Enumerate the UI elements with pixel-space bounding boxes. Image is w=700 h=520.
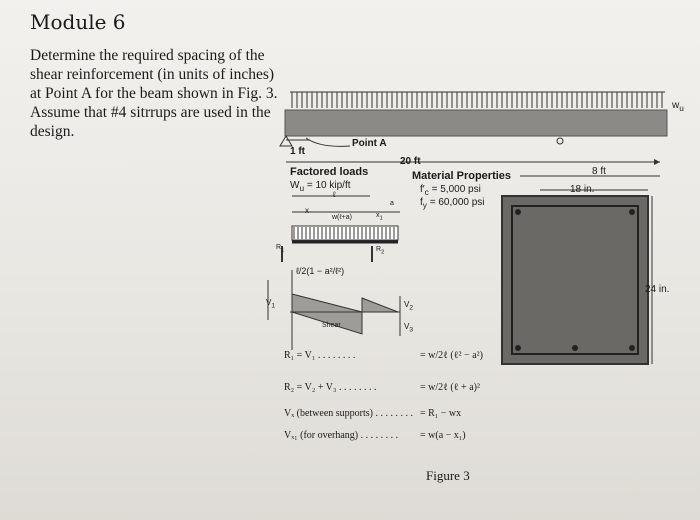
- r1-label: $R_1$: [276, 244, 285, 254]
- figure-caption: Figure 3: [426, 468, 470, 483]
- roller-support: [557, 138, 563, 144]
- equation-lhs: R₁ = V₁ . . . . . . . .: [284, 350, 356, 361]
- equation-rhs: = w/2ℓ (ℓ + a)²: [420, 382, 480, 393]
- pin-support: [280, 136, 292, 146]
- problem-statement: Determine the required spacing of the shear reinforcement (in units of inches) at Point A for the beam shown in Fig. 3. Assume that #4 sitrrups are used in the design.: [30, 47, 278, 140]
- r2-label: $R_2$: [376, 246, 385, 256]
- x-label: x: [305, 206, 309, 215]
- wla-label: w(ℓ+a): [332, 214, 352, 221]
- one-ft-label: 1 ft: [290, 146, 305, 157]
- x1-label: $x_1$: [376, 212, 383, 222]
- frac-expr: ℓ/2(1 − a²/ℓ²): [296, 266, 345, 276]
- top-dim-label: 8 ft: [592, 166, 606, 177]
- equation-rhs: = w/2ℓ (ℓ² − a²): [420, 350, 483, 361]
- equation-rhs: = R₁ − wx: [420, 408, 462, 419]
- equation-lhs: Vₓ₁ (for overhang) . . . . . . . .: [284, 430, 399, 441]
- a-label: a: [390, 200, 394, 207]
- fc-value: $f'_c = 5,000$ psi: [420, 184, 481, 197]
- l-label: ℓ: [333, 190, 336, 199]
- equation-rhs: = w(a − x₁): [420, 430, 466, 441]
- v3-label: $V_3$: [404, 322, 414, 334]
- shear-label: Shear: [322, 322, 341, 329]
- point-a-leader: [306, 138, 350, 146]
- material-heading: Material Properties: [412, 170, 512, 182]
- point-a-label: Point A: [352, 138, 387, 149]
- span-label: 20 ft: [400, 156, 421, 167]
- width-label: 18 in.: [570, 184, 595, 195]
- module-title: Module 6: [30, 10, 126, 34]
- wu-label: $w_u$: [672, 100, 684, 113]
- depth-label: 24 in.: [645, 284, 670, 295]
- distributed-load: [290, 92, 665, 108]
- section-outline: [502, 196, 648, 364]
- fy-value: $f_y = 60,000$ psi: [420, 197, 485, 210]
- equation-lhs: R₂ = V₂ + V₃ . . . . . . . .: [284, 382, 377, 393]
- v1-label: $V_1$: [266, 298, 276, 310]
- wu-value: $W_u = 10$ kip/ft: [290, 180, 351, 193]
- factored-loads-heading: Factored loads: [290, 166, 369, 178]
- beam-body: [285, 110, 667, 136]
- v2-label: $V_2$: [404, 300, 414, 312]
- equation-lhs: Vₓ (between supports) . . . . . . . .: [284, 408, 413, 419]
